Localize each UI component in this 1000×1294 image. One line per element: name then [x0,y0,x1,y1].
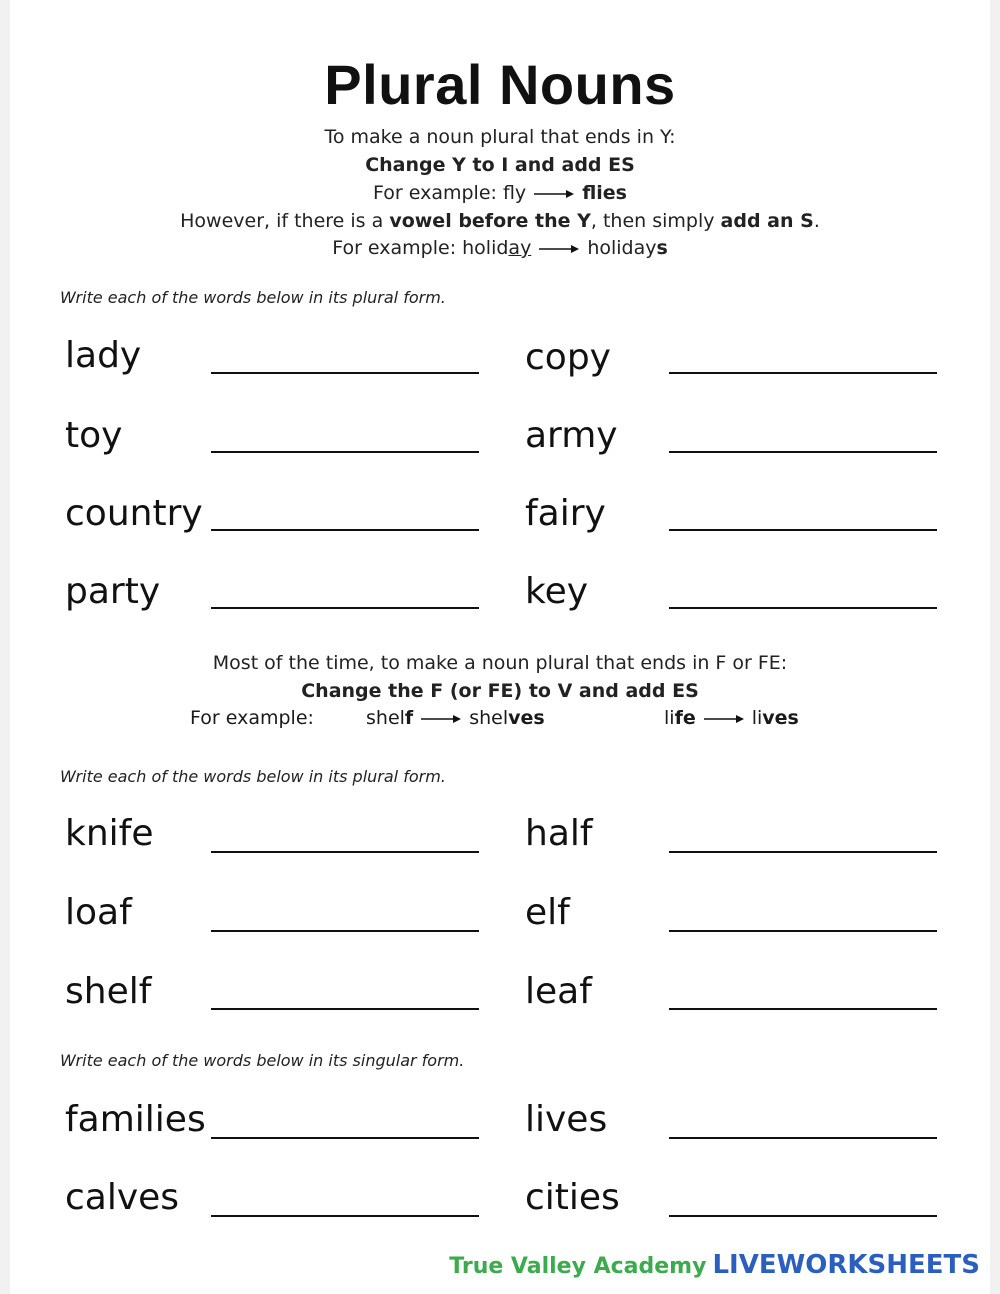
word-left: toy [65,415,123,456]
example-result: li [751,707,763,729]
example-underlined: ay [508,237,532,259]
note-bold: vowel before the Y [389,210,591,232]
example-result: flies [582,182,627,204]
answer-blank[interactable] [669,851,937,853]
arrow-right-icon [704,714,744,724]
word-right: lives [525,1099,608,1140]
arrow-right-icon [421,714,461,724]
answer-blank[interactable] [211,851,479,853]
example-word: For example: fly [373,182,527,204]
rule-f-example-label: For example: [190,707,314,729]
word-left: knife [65,813,154,854]
word-right: leaf [525,971,592,1012]
rule-y-vowel-note [0,208,1000,235]
word-right: cities [525,1177,620,1218]
word-left: country [65,493,203,534]
answer-blank[interactable] [211,1215,479,1217]
liveworksheets-watermark [449,1250,980,1280]
instruction-plural-2: Write each of the words below in its plural form. [60,767,446,786]
word-right: key [525,571,589,612]
note-bold: add an S [720,210,814,232]
word-right: army [525,415,618,456]
answer-blank[interactable] [211,930,479,932]
example-result-bold: ves [508,707,545,729]
liveworksheets-logo: LIVEWORKSHEETS [712,1250,980,1280]
rule-y-example-2 [0,235,1000,262]
rule-f-intro: Most of the time, to make a noun plural that ends in F or FE: [212,652,788,674]
answer-blank[interactable] [211,451,479,453]
word-left: families [65,1099,206,1140]
answer-blank[interactable] [669,607,937,609]
word-left: party [65,571,161,612]
answer-blank[interactable] [211,529,479,531]
example-result: shel [469,707,509,729]
answer-blank[interactable] [211,372,479,374]
arrow-right-icon [539,244,579,254]
example-word: shel [366,707,405,729]
example-word: li [664,707,675,729]
answer-blank[interactable] [669,1215,937,1217]
note-text: , then simply [590,210,721,232]
example-result: holiday [587,237,657,259]
example-result-bold: ves [762,707,799,729]
word-left: shelf [65,971,152,1012]
word-right: elf [525,892,570,933]
answer-blank[interactable] [669,451,937,453]
rule-y-example-1 [0,180,1000,207]
rule-y-intro: To make a noun plural that ends in Y: [324,126,676,148]
note-text: However, if there is a [180,210,390,232]
answer-blank[interactable] [669,930,937,932]
answer-blank[interactable] [669,1008,937,1010]
page-title: Plural Nouns [324,53,676,116]
answer-blank[interactable] [669,1137,937,1139]
word-left: lady [65,335,142,376]
answer-blank[interactable] [211,1137,479,1139]
word-left: loaf [65,892,132,933]
example-word-bold: fe [674,707,696,729]
note-text: . [813,210,820,232]
rule-f-heading: Change the F (or FE) to V and add ES [301,680,699,702]
example-word-bold: f [404,707,414,729]
instruction-plural-1: Write each of the words below in its plural form. [60,288,446,307]
academy-watermark: True Valley Academy [449,1254,707,1279]
rule-f-example-2 [664,707,799,735]
rule-f-example-1 [366,707,545,735]
example-result-bold: s [656,237,668,259]
answer-blank[interactable] [211,1008,479,1010]
answer-blank[interactable] [211,607,479,609]
word-left: calves [65,1177,180,1218]
answer-blank[interactable] [669,372,937,374]
word-right: copy [525,337,611,378]
answer-blank[interactable] [669,529,937,531]
example-word: For example: holid [332,237,509,259]
instruction-singular: Write each of the words below in its singular form. [60,1051,465,1070]
arrow-right-icon [534,189,574,199]
rule-y-heading: Change Y to I and add ES [365,154,635,176]
word-right: half [525,813,593,854]
word-right: fairy [525,493,606,534]
